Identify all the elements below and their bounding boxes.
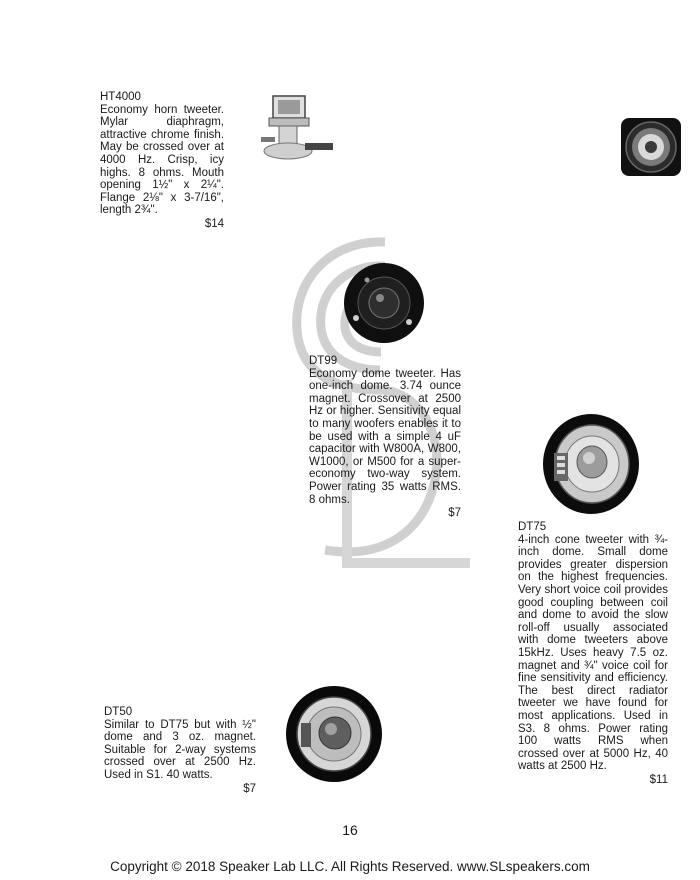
product-description: Economy horn tweeter. Mylar diaphragm, attractive chrome finish. May be crossed over at 4000 Hz. Crisp, icy highs. 8 ohms. Mouth opening 1½" x 2¼". Flange 2⅛" x 3-7/16", length 2¾".: [100, 103, 224, 217]
dt99-dome-tweeter-photo: [343, 262, 425, 344]
product-block-dt75: [518, 521, 668, 786]
product-price: $7: [448, 507, 461, 520]
product-block-dt50: [104, 706, 256, 795]
ht4000-horn-tweeter-photo: [255, 93, 340, 168]
product-price: $14: [204, 217, 224, 230]
square-tweeter-photo: [620, 117, 682, 177]
product-model: DT75: [518, 521, 547, 533]
product-block-dt99: [309, 355, 461, 520]
page-number: 16: [342, 822, 358, 838]
product-model: DT99: [309, 355, 338, 367]
product-block-ht4000: [100, 91, 224, 231]
product-model: DT50: [104, 706, 133, 718]
dt50-dome-tweeter-photo: [285, 685, 383, 783]
product-description: Similar to DT75 but with ½" dome and 3 oz. magnet. Suitable for 2-way systems crossed over at 2500 Hz. Used in S1. 40 watts.: [104, 718, 256, 781]
product-price: $7: [243, 782, 256, 795]
dt75-cone-tweeter-photo: [542, 413, 640, 515]
product-price: $11: [649, 773, 668, 786]
product-model: HT4000: [100, 91, 141, 103]
product-description: Economy dome tweeter. Has one-inch dome. 3.74 ounce magnet. Crossover at 2500 Hz or higher. Sensitivity equal to many woofers enables it to be used with a simple 4 uF capacitor with W800A, W800, W1000, or M500 for a super-economy two-way system. Power rating 35 watts RMS. 8 ohms.: [309, 367, 461, 506]
product-description: 4-inch cone tweeter with ¾-inch dome. Small dome provides greater dispersion on the highest frequencies. Very short voice coil provides good coupling between coil and dome to avoid the slow roll-off usually associated with dome tweeters above 15kHz. Uses heavy 7.5 oz. magnet and ¾" voice coil for fine sensitivity and efficiency. The best direct radiator tweeter we have found for most applications. Used in S3. 8 ohms. Power rating 100 watts RMS when crossed over at 5000 Hz, 40 watts at 2500 Hz.: [518, 533, 668, 773]
copyright-footer: Copyright © 2018 Speaker Lab LLC. All Rights Reserved. www.SLspeakers.com: [110, 859, 590, 874]
